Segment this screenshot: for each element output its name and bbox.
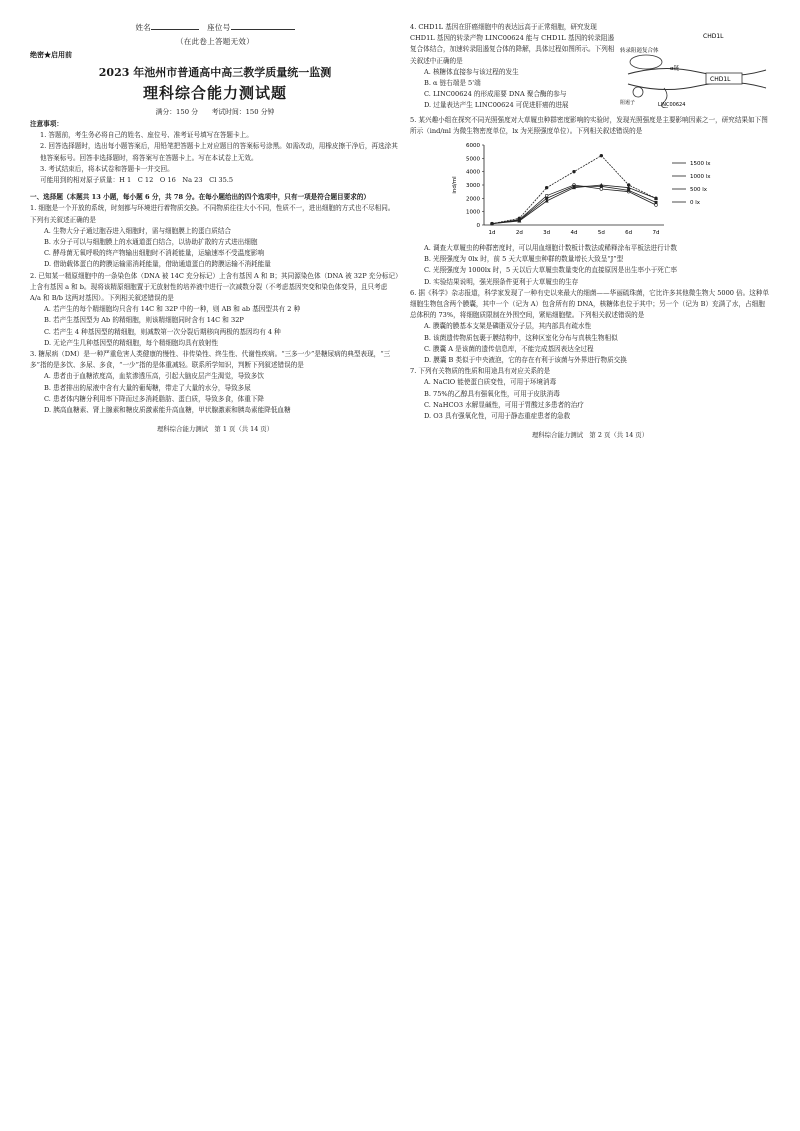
q4-option-a: A. 核糖体直接参与该过程的发生 xyxy=(424,67,519,76)
chart-legend xyxy=(672,161,711,206)
note-3: 3. 考试结束后，将本试卷和答题卡一并交回。 xyxy=(40,164,174,173)
q4-figure xyxy=(618,30,768,108)
q7-option-d: D. O3 具有强氧化性，可用于静态重症患者的急救 xyxy=(424,412,571,421)
q2-option-c: C. 若产生 4 种基因型的精细胞，则减数第一次分裂后期移向两极的基因均有 4 种 xyxy=(44,327,281,336)
legend-label: 1000 lx xyxy=(690,174,711,181)
q7-stem: 7. 下列有关物质的性质和用途具有对应关系的是 xyxy=(410,367,551,376)
q4-fig-alpha-label: α链 xyxy=(670,66,680,72)
q5-chart xyxy=(450,139,750,241)
q3-option-a: A. 患者由于血糖浓度高，血浆渗透压高，引起大脑皮层产生渴觉，导致多饮 xyxy=(44,372,264,381)
name-seat-row xyxy=(30,22,400,33)
q4-fig-gene-label: CHD1L xyxy=(710,76,731,83)
notes-title: 注意事项： xyxy=(30,120,63,128)
q5-option-c: C. 光照强度为 1000lx 时，5 天以后大草履虫数量变化的直接原因是出生率小于死亡率 xyxy=(424,266,678,275)
chart-lines xyxy=(490,154,658,225)
x-tick-label: 4d xyxy=(570,230,578,237)
y-axis-title: ind/ml xyxy=(452,176,458,194)
section-title: 一、选择题（本题共 13 小题，每小题 6 分，共 78 分。在每小题给出的四个选项中，只有一项是符合题目要求的） xyxy=(30,193,371,202)
data-point xyxy=(573,170,576,173)
q4-fig-dna-bottom xyxy=(628,82,766,89)
y-tick-label: 4000 xyxy=(466,169,480,176)
right-column xyxy=(410,22,770,439)
q1-stem: 1. 细胞是一个开放的系统，时刻都与环境进行着物质交换。不同物质往往大小不同，性质不一，进出细胞的方式也不尽相同。下列有关叙述正确的是 xyxy=(30,204,395,224)
left-column xyxy=(30,22,400,433)
series-line xyxy=(492,156,656,224)
answer-invalid-note: （在此卷上答题无效） xyxy=(176,37,254,46)
data-point xyxy=(545,194,548,197)
data-point xyxy=(627,189,630,192)
q2-option-d: D. 无论产生几种基因型的精细胞，每个精细胞均具有放射性 xyxy=(44,338,219,347)
y-tick-label: 5000 xyxy=(466,156,480,163)
name-label: 姓名 xyxy=(135,23,152,32)
series-line xyxy=(492,185,656,224)
data-point xyxy=(600,154,603,157)
page2-footer: 理科综合能力测试 第 2 页（共 14 页） xyxy=(531,431,649,440)
q4-option-d: D. 过量表达产生 LINC00624 可促进肝癌的进展 xyxy=(424,101,569,110)
q4-option-b: B. α 链右端是 5'端 xyxy=(424,79,481,88)
q6-option-d: D. 膜囊 B 类似于中央液泡，它的存在有利于该菌与外界进行物质交换 xyxy=(424,356,627,365)
q1-option-a: A. 生物大分子通过胞吞进入细胞时，需与细胞膜上的蛋白质结合 xyxy=(44,226,231,235)
q4-fig-repressor-label: 阻遏子 xyxy=(620,100,636,106)
q7-option-c: C. NaHCO3 水解显碱性，可用于胃酸过多患者的治疗 xyxy=(424,400,584,409)
q2-stem: 2. 已知某一精原细胞中的一条染色体（DNA 被 14C 充分标记）上含有基因 A 和 B；其同源染色体（DNA 被 32P 充分标记）上含有基因 a 和 b。现将该精原细胞置于无放射性的培养液中进行一次减数分裂（不考虑基因突变和染色体变异，且只考虑 A/a 和 B/b 这两对基因）。下列相关叙述错误的是 xyxy=(30,271,399,303)
seat-label: 座位号 xyxy=(207,23,231,32)
page1-footer: 理科综合能力测试 第 1 页（共 14 页） xyxy=(156,425,274,434)
exam-title-main: 理科综合能力测试题 xyxy=(142,84,287,102)
series-line xyxy=(492,185,656,224)
name-blank[interactable] xyxy=(151,22,199,30)
data-point xyxy=(655,197,658,200)
q6-option-c: C. 膜囊 A 是该菌的遗传信息库，不能完成基因表达全过程 xyxy=(424,344,594,353)
x-tick-label: 3d xyxy=(543,230,551,237)
q6-option-b: B. 该菌遗传物质包裹于膜结构中，这种区室化分布与真核生物相似 xyxy=(424,333,618,342)
q1-option-b: B. 水分子可以与细胞膜上的水通道蛋白结合，以协助扩散的方式进出细胞 xyxy=(44,238,258,247)
q7-option-a: A. NaClO 能使蛋白质变性，可用于环境消毒 xyxy=(424,378,557,387)
q5-stem: 5. 某兴趣小组在探究不同光照强度对大草履虫种群密度影响的实验时，发现光照强度是主要影响因素之一，研究结果如下图所示（ind/ml 为微生物密度单位，lx 为光照强度单位）。下列相关叙述错误的是 xyxy=(410,115,768,135)
q1-option-d: D. 借助载体蛋白的跨膜运输需消耗能量，借助通道蛋白的跨膜运输不消耗能量 xyxy=(44,260,271,269)
series-line xyxy=(492,186,656,223)
q5-option-b: B. 光照强度为 0lx 时，前 5 天大草履虫种群的数量增长大致呈“J”型 xyxy=(424,255,624,264)
q4-fig-rna-label: LINC00624 xyxy=(658,102,686,108)
q4-fig-topcap: CHD1L xyxy=(703,33,724,40)
q4-fig-complex-label: 转录阻遏复合体 xyxy=(620,48,659,54)
y-tick-label: 2000 xyxy=(466,196,480,203)
data-point xyxy=(518,217,521,220)
data-point xyxy=(491,222,494,225)
q3-option-c: C. 患者体内糖分利用率下降而过多消耗脂肪、蛋白质，导致多食，体重下降 xyxy=(44,394,265,403)
atomic-masses: 可能用到的相对原子质量：H 1 C 12 O 16 Na 23 Cl 35.5 xyxy=(40,176,234,185)
y-tick-label: 3000 xyxy=(466,183,480,190)
q5-option-d: D. 实验结果说明，强光照条件更利于大草履虫的生存 xyxy=(424,277,579,286)
chart-axes xyxy=(452,143,664,236)
data-point xyxy=(655,204,658,207)
data-point xyxy=(545,186,548,189)
y-tick-label: 0 xyxy=(476,223,480,230)
secret-mark: 绝密★启用前 xyxy=(30,50,72,59)
q4-stem: 4. CHD1L 基因在肝癌细胞中的表达远高于正常细胞，研究发现 CHD1L 基因的转录产物 LINC00624 能与 CHD1L 基因的转录阻遏复合体结合，加速转录阻遏复合体的降解，具体过程如图所示。下列相关叙述中正确的是 xyxy=(410,23,615,65)
seat-blank[interactable] xyxy=(231,22,295,30)
legend-label: 0 lx xyxy=(690,200,701,207)
q4-fig-dna-top xyxy=(628,68,766,75)
q5-option-a: A. 调查大草履虫的种群密度时，可以用血细胞计数板计数法或稀释涂布平板法进行计数 xyxy=(424,244,677,253)
x-tick-label: 6d xyxy=(625,230,633,237)
x-tick-label: 7d xyxy=(652,230,660,237)
note-1: 1. 答题前，考生务必将自己的姓名、座位号、准考证号填写在答题卡上。 xyxy=(40,131,253,140)
q3-stem: 3. 糖尿病（DM）是一种严重危害人类健康的慢性、非传染性、终生性、代谢性疾病。“三多一少”是糖尿病的典型表现，“三多”指的是多饮、多尿、多食，“一少”指的是体重减轻。联系所学知识，判断下列叙述错误的是 xyxy=(30,350,391,370)
x-tick-label: 2d xyxy=(515,230,523,237)
y-tick-label: 1000 xyxy=(466,209,480,216)
q6-stem: 6. 据《科学》杂志报道，科学家发现了一种有史以来最大的细菌——华丽硫珠菌，它比许多其他微生物大 5000 倍。这种单细胞生物包含两个膜囊，其中一个（记为 A）包含所有的 DNA，核糖体也位于其中；另一个（记为 B）充满了水，占细胞总体积的 73%，将细胞质限制在外围空间，紧贴细胞壁。下列相关叙述错误的是 xyxy=(410,288,770,320)
data-point xyxy=(627,184,630,187)
q3-option-d: D. 胰高血糖素、肾上腺素和糖皮质激素能升高血糖，甲状腺激素和胰岛素能降低血糖 xyxy=(44,406,291,415)
legend-label: 1500 lx xyxy=(690,161,711,168)
q4-fig-repressor xyxy=(633,87,643,97)
exam-title-line: 2023 年池州市普通高中高三教学质量统一监测 xyxy=(98,66,332,79)
q6-option-a: A. 膜囊的膜基本支架是磷脂双分子层，其内部具有疏水性 xyxy=(424,322,592,331)
data-point xyxy=(600,188,603,191)
note-2: 2. 回答选择题时，选出每小题答案后，用铅笔把答题卡上对应题目的答案标号涂黑。如需改动，用橡皮擦干净后，再选涂其他答案标号。回答非选择题时，将答案写在答题卡上。写在本试卷上无效。 xyxy=(40,142,398,162)
q2-option-b: B. 若产生基因型为 Ab 的精细胞，则该精细胞同时含有 14C 和 32P xyxy=(44,316,244,325)
legend-label: 500 lx xyxy=(690,187,708,194)
q3-option-b: B. 患者排出的尿液中含有大量的葡萄糖，带走了大量的水分，导致多尿 xyxy=(44,383,251,392)
data-point xyxy=(655,201,658,204)
x-tick-label: 5d xyxy=(597,230,605,237)
q2-option-a: A. 若产生的每个精细胞均只含有 14C 和 32P 中的一种，则 AB 和 ab 基因型共有 2 种 xyxy=(44,305,301,314)
q7-option-b: B. 75%的乙醇具有强氧化性，可用于皮肤消毒 xyxy=(424,389,560,398)
q4-fig-complex xyxy=(630,55,662,69)
y-tick-label: 6000 xyxy=(466,143,480,150)
x-tick-label: 1d xyxy=(488,230,496,237)
q4-option-c: C. LINC00624 的形成需要 DNA 聚合酶的参与 xyxy=(424,90,567,99)
exam-meta: 满分：150 分 考试时间：150 分钟 xyxy=(155,108,275,116)
q1-option-c: C. 酵母菌无氧呼吸的终产物输出细胞时不消耗能量，运输速率不受温度影响 xyxy=(44,249,265,258)
